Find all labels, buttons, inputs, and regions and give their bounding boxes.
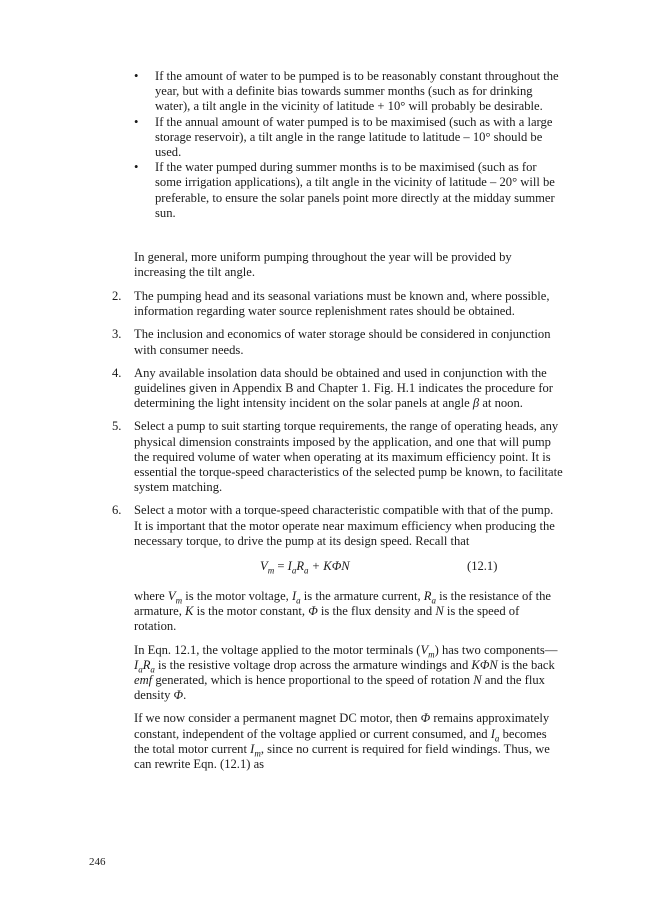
math-subscript: a bbox=[296, 595, 301, 606]
text-run: In Eqn. 12.1, the voltage applied to the motor terminals ( bbox=[134, 642, 421, 657]
item-number: 4. bbox=[112, 365, 122, 380]
item-text bbox=[134, 366, 564, 412]
text-run: generated, which is hence proportional to the speed of rotation bbox=[152, 673, 474, 688]
item-text-part: Any available insolation data should be obtained and used in conjunction with the guidelines given in Appendix B and Chapter 1. Fig. H.1 indicates the procedure for determining the light intensity incident on the solar panels at angle bbox=[134, 365, 554, 411]
math-subscript: a bbox=[138, 664, 143, 675]
text-run: is the motor voltage, bbox=[182, 589, 292, 604]
text-run: remains approximately constant, independent of the voltage applied or current consumed, and bbox=[134, 711, 550, 741]
item-text: Select a motor with a torque-speed characteristic compatible with that of the pump. It is important that the motor operate near maximum efficiency when producing the necessary torque, to drive the pump at its design speed. Recall that bbox=[134, 503, 555, 548]
text-run: is the armature current, bbox=[300, 589, 424, 604]
bullet-text: If the annual amount of water pumped is to be maximised (such as with a large storage reservoir), a tilt angle in the range latitude to latitude – 10° should be used. bbox=[155, 114, 553, 160]
text-run: ) has two components— bbox=[434, 642, 558, 657]
eq-subscript: a bbox=[304, 565, 309, 576]
math-subscript: m bbox=[428, 649, 435, 660]
text-run: is the speed of rotation. bbox=[134, 604, 520, 634]
math-symbol: KΦN bbox=[471, 657, 498, 672]
math-symbol: I bbox=[291, 589, 297, 604]
item-number: 3. bbox=[112, 327, 122, 342]
item-number: 5. bbox=[112, 419, 122, 434]
math-symbol: N bbox=[473, 673, 482, 688]
item-text: The inclusion and economics of water storage should be considered in conjunction with consumer needs. bbox=[134, 327, 551, 357]
math-symbol: Φ bbox=[173, 688, 184, 703]
math-subscript: m bbox=[254, 748, 261, 759]
text-run: If we now consider a permanent magnet DC motor, then bbox=[134, 711, 421, 726]
equation bbox=[260, 559, 350, 574]
bullet-item bbox=[134, 69, 564, 115]
math-symbol: V bbox=[167, 589, 176, 604]
bullet-dot-icon: • bbox=[134, 160, 139, 175]
eq-symbol: V bbox=[260, 559, 268, 574]
list-item bbox=[112, 289, 564, 319]
where-paragraph bbox=[134, 589, 564, 635]
math-symbol: N bbox=[435, 604, 444, 619]
text-run: is the resistance of the armature, bbox=[134, 589, 552, 619]
text-run: becomes the total motor current bbox=[134, 726, 547, 756]
item-number: 2. bbox=[112, 289, 122, 303]
math-symbol: I bbox=[134, 657, 139, 672]
text-run: , since no current is required for field windings. Thus, we can rewrite Eqn. (12.1) as bbox=[134, 741, 550, 772]
math-symbol: R bbox=[423, 589, 432, 604]
text-run: . bbox=[183, 688, 187, 703]
bullet-dot-icon: • bbox=[134, 114, 139, 129]
math-subscript: a bbox=[150, 664, 155, 675]
bullet-dot-icon: • bbox=[134, 69, 139, 83]
math-symbol: Φ bbox=[420, 711, 431, 726]
math-symbol: I bbox=[490, 726, 495, 741]
eq-subscript: a bbox=[291, 565, 297, 576]
bullet-text: If the amount of water to be pumped is to be reasonably constant throughout the year, but with a definite bias towards summer months (such as for drinking water), a tilt angle in the vicinity of latitude + 10° will probably be desirable. bbox=[155, 69, 559, 114]
item-text: The pumping head and its seasonal variations must be known and, where possible, information regarding water source replenishment rates should be obtained. bbox=[134, 289, 550, 319]
beta-symbol: β bbox=[472, 396, 480, 411]
item-text: Select a pump to suit starting torque requirements, the range of operating heads, any physical dimension constraints imposed by the application, and one that will pump the required volume of water when operating at its maximum efficiency point. It is essential the torque-speed characteristics of the selected pump be known, to facilitate system matching. bbox=[134, 419, 563, 495]
permanent-magnet-paragraph bbox=[134, 711, 564, 772]
text-run: where bbox=[134, 589, 168, 604]
emphasis-text: emf bbox=[134, 673, 153, 688]
bullet-text: If the water pumped during summer months is to be maximised (such as for some irrigation applications), a tilt angle in the vicinity of latitude – 20° will be preferable, to ensure the solar panels point more directly at the midday summer sun. bbox=[155, 160, 555, 220]
text-run: is the motor constant, bbox=[193, 604, 309, 619]
math-subscript: a bbox=[431, 595, 436, 606]
eqn-explanation-paragraph bbox=[134, 643, 564, 704]
math-symbol: I bbox=[250, 741, 255, 756]
math-symbol: K bbox=[185, 604, 194, 619]
numbered-list bbox=[112, 289, 564, 780]
list-item bbox=[112, 503, 564, 772]
equation-row bbox=[134, 555, 564, 581]
math-symbol: V bbox=[420, 642, 429, 657]
text-run: and the flux density bbox=[134, 673, 545, 703]
list-item bbox=[112, 419, 564, 495]
math-symbol: Φ bbox=[308, 604, 318, 619]
eq-symbol: R bbox=[296, 559, 305, 574]
math-subscript: m bbox=[175, 595, 183, 606]
item-number: 6. bbox=[112, 503, 122, 518]
eq-subscript: m bbox=[267, 565, 275, 576]
text-run: is the resistive voltage drop across the armature windings and bbox=[154, 657, 472, 672]
bullet-item bbox=[134, 115, 564, 161]
text-run: is the flux density and bbox=[317, 604, 436, 619]
math-symbol: R bbox=[142, 657, 151, 672]
eq-symbol: I bbox=[287, 559, 292, 574]
list-item bbox=[112, 366, 564, 412]
equation-number: (12.1) bbox=[467, 559, 498, 574]
bullet-list bbox=[134, 69, 564, 221]
bullet-item bbox=[134, 160, 564, 221]
eq-symbol: = bbox=[274, 559, 288, 574]
page-number: 246 bbox=[89, 856, 106, 868]
eq-symbol: + KΦN bbox=[308, 559, 350, 574]
list-item bbox=[112, 327, 564, 357]
text-run: is the back bbox=[497, 657, 555, 672]
math-subscript: a bbox=[494, 733, 500, 744]
item-text-part: at noon. bbox=[479, 396, 523, 411]
general-paragraph: In general, more uniform pumping throughout the year will be provided by increasing the tilt angle. bbox=[134, 250, 512, 280]
